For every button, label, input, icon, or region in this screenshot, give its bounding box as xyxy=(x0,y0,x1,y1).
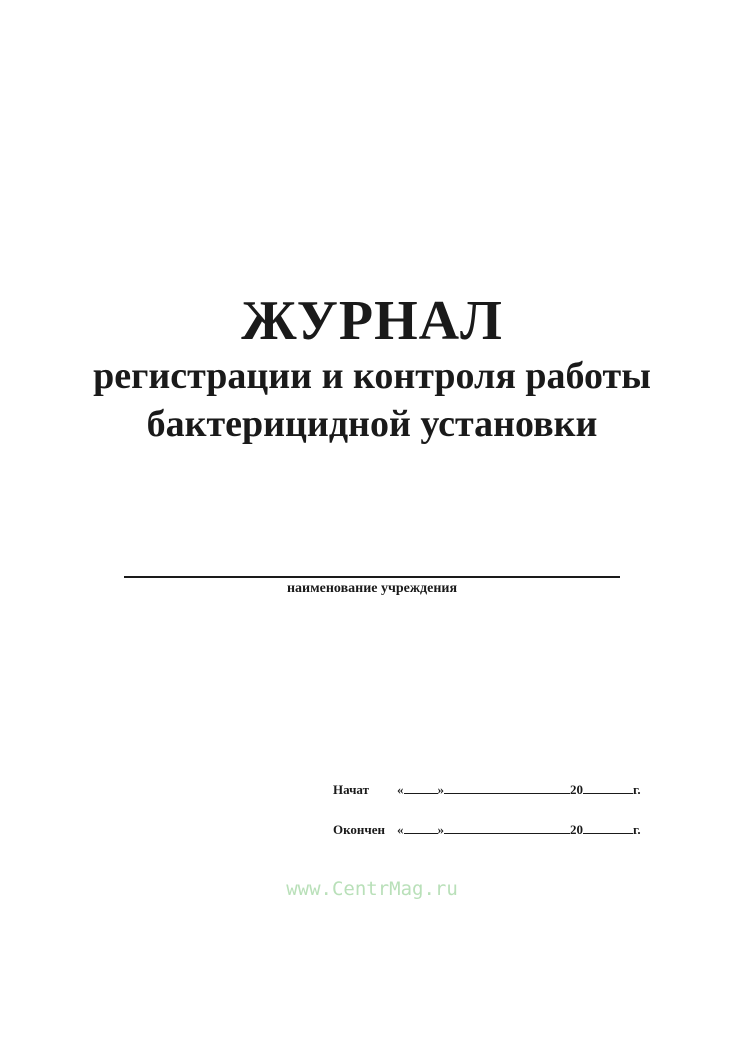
date-finished-label: Окончен xyxy=(333,822,386,837)
subtitle-line-2: бактерицидной установки xyxy=(146,403,598,445)
date-finished-day-blank xyxy=(404,820,438,834)
date-started-close-quote: » xyxy=(437,782,444,797)
dates-block xyxy=(333,780,641,860)
page-title: ЖУРНАЛ xyxy=(241,290,503,352)
date-finished-open-quote: « xyxy=(397,822,404,837)
institution-caption: наименование учреждения xyxy=(286,581,458,596)
date-finished-year-blank xyxy=(583,820,633,834)
date-finished-year-suffix: г. xyxy=(633,822,641,837)
watermark: www.CentrMag.ru xyxy=(286,878,458,900)
date-started-year-suffix: г. xyxy=(633,782,641,797)
date-finished-row xyxy=(333,820,641,838)
institution-name-field xyxy=(124,576,620,598)
title-block xyxy=(0,290,744,448)
date-finished-close-quote: » xyxy=(437,822,444,837)
date-started-day-blank xyxy=(404,780,438,794)
date-finished-year-prefix: 20 xyxy=(570,822,583,837)
date-started-year-blank xyxy=(583,780,633,794)
date-finished-month-blank xyxy=(444,820,570,834)
date-started-year-prefix: 20 xyxy=(570,782,583,797)
date-started-open-quote: « xyxy=(397,782,404,797)
date-started-month-blank xyxy=(444,780,570,794)
date-started-label: Начат xyxy=(333,782,369,797)
date-started-row xyxy=(333,780,641,798)
subtitle-line-1: регистрации и контроля работы xyxy=(93,355,651,397)
